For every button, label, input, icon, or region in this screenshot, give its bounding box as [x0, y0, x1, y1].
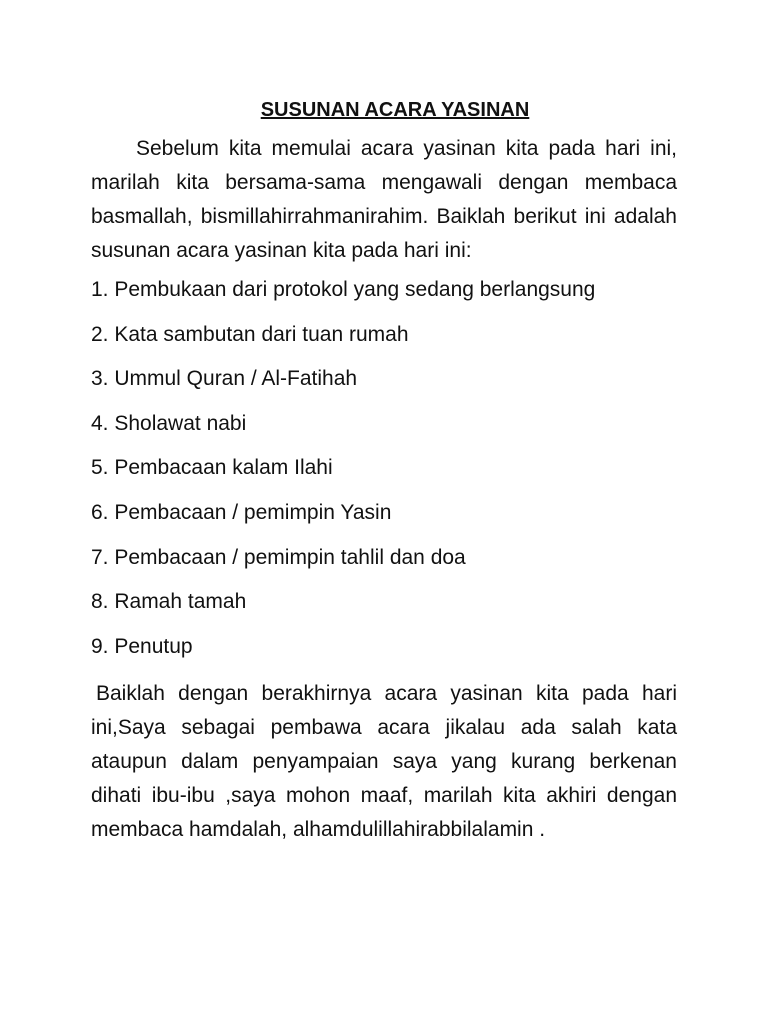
agenda-item: 2. Kata sambutan dari tuan rumah	[91, 322, 409, 346]
agenda-item: 8. Ramah tamah	[91, 590, 247, 614]
document-title: SUSUNAN ACARA YASINAN	[260, 99, 530, 121]
agenda-item: 4. Sholawat nabi	[91, 411, 247, 435]
agenda-item: 9. Penutup	[91, 634, 193, 658]
agenda-item: 6. Pembacaan / pemimpin Yasin	[91, 500, 392, 524]
closing-paragraph: Baiklah dengan berakhirnya acara yasinan kita pada hari ini,Saya sebagai pembawa acara jikalau ada salah kata ataupun dalam penyampaian saya yang kurang berkenan dihati ibu-ibu ,saya mohon maaf, marilah kita akhiri dengan membaca hamdalah, alhamdulillahirabbilalamin .	[91, 682, 677, 842]
agenda-list	[91, 276, 677, 661]
agenda-item: 1. Pembukaan dari protokol yang sedang berlangsung	[91, 278, 596, 301]
intro-paragraph: Sebelum kita memulai acara yasinan kita pada hari ini, marilah kita bersama-sama mengawali dengan membaca basmallah, bismillahirrahmanirahim. Baiklah berikut ini adalah susunan acara yasinan kita pada hari ini:	[91, 137, 677, 262]
agenda-item: 5. Pembacaan kalam Ilahi	[91, 456, 333, 480]
agenda-item: 7. Pembacaan / pemimpin tahlil dan doa	[91, 545, 466, 569]
agenda-item: 3. Ummul Quran / Al-Fatihah	[91, 367, 358, 391]
